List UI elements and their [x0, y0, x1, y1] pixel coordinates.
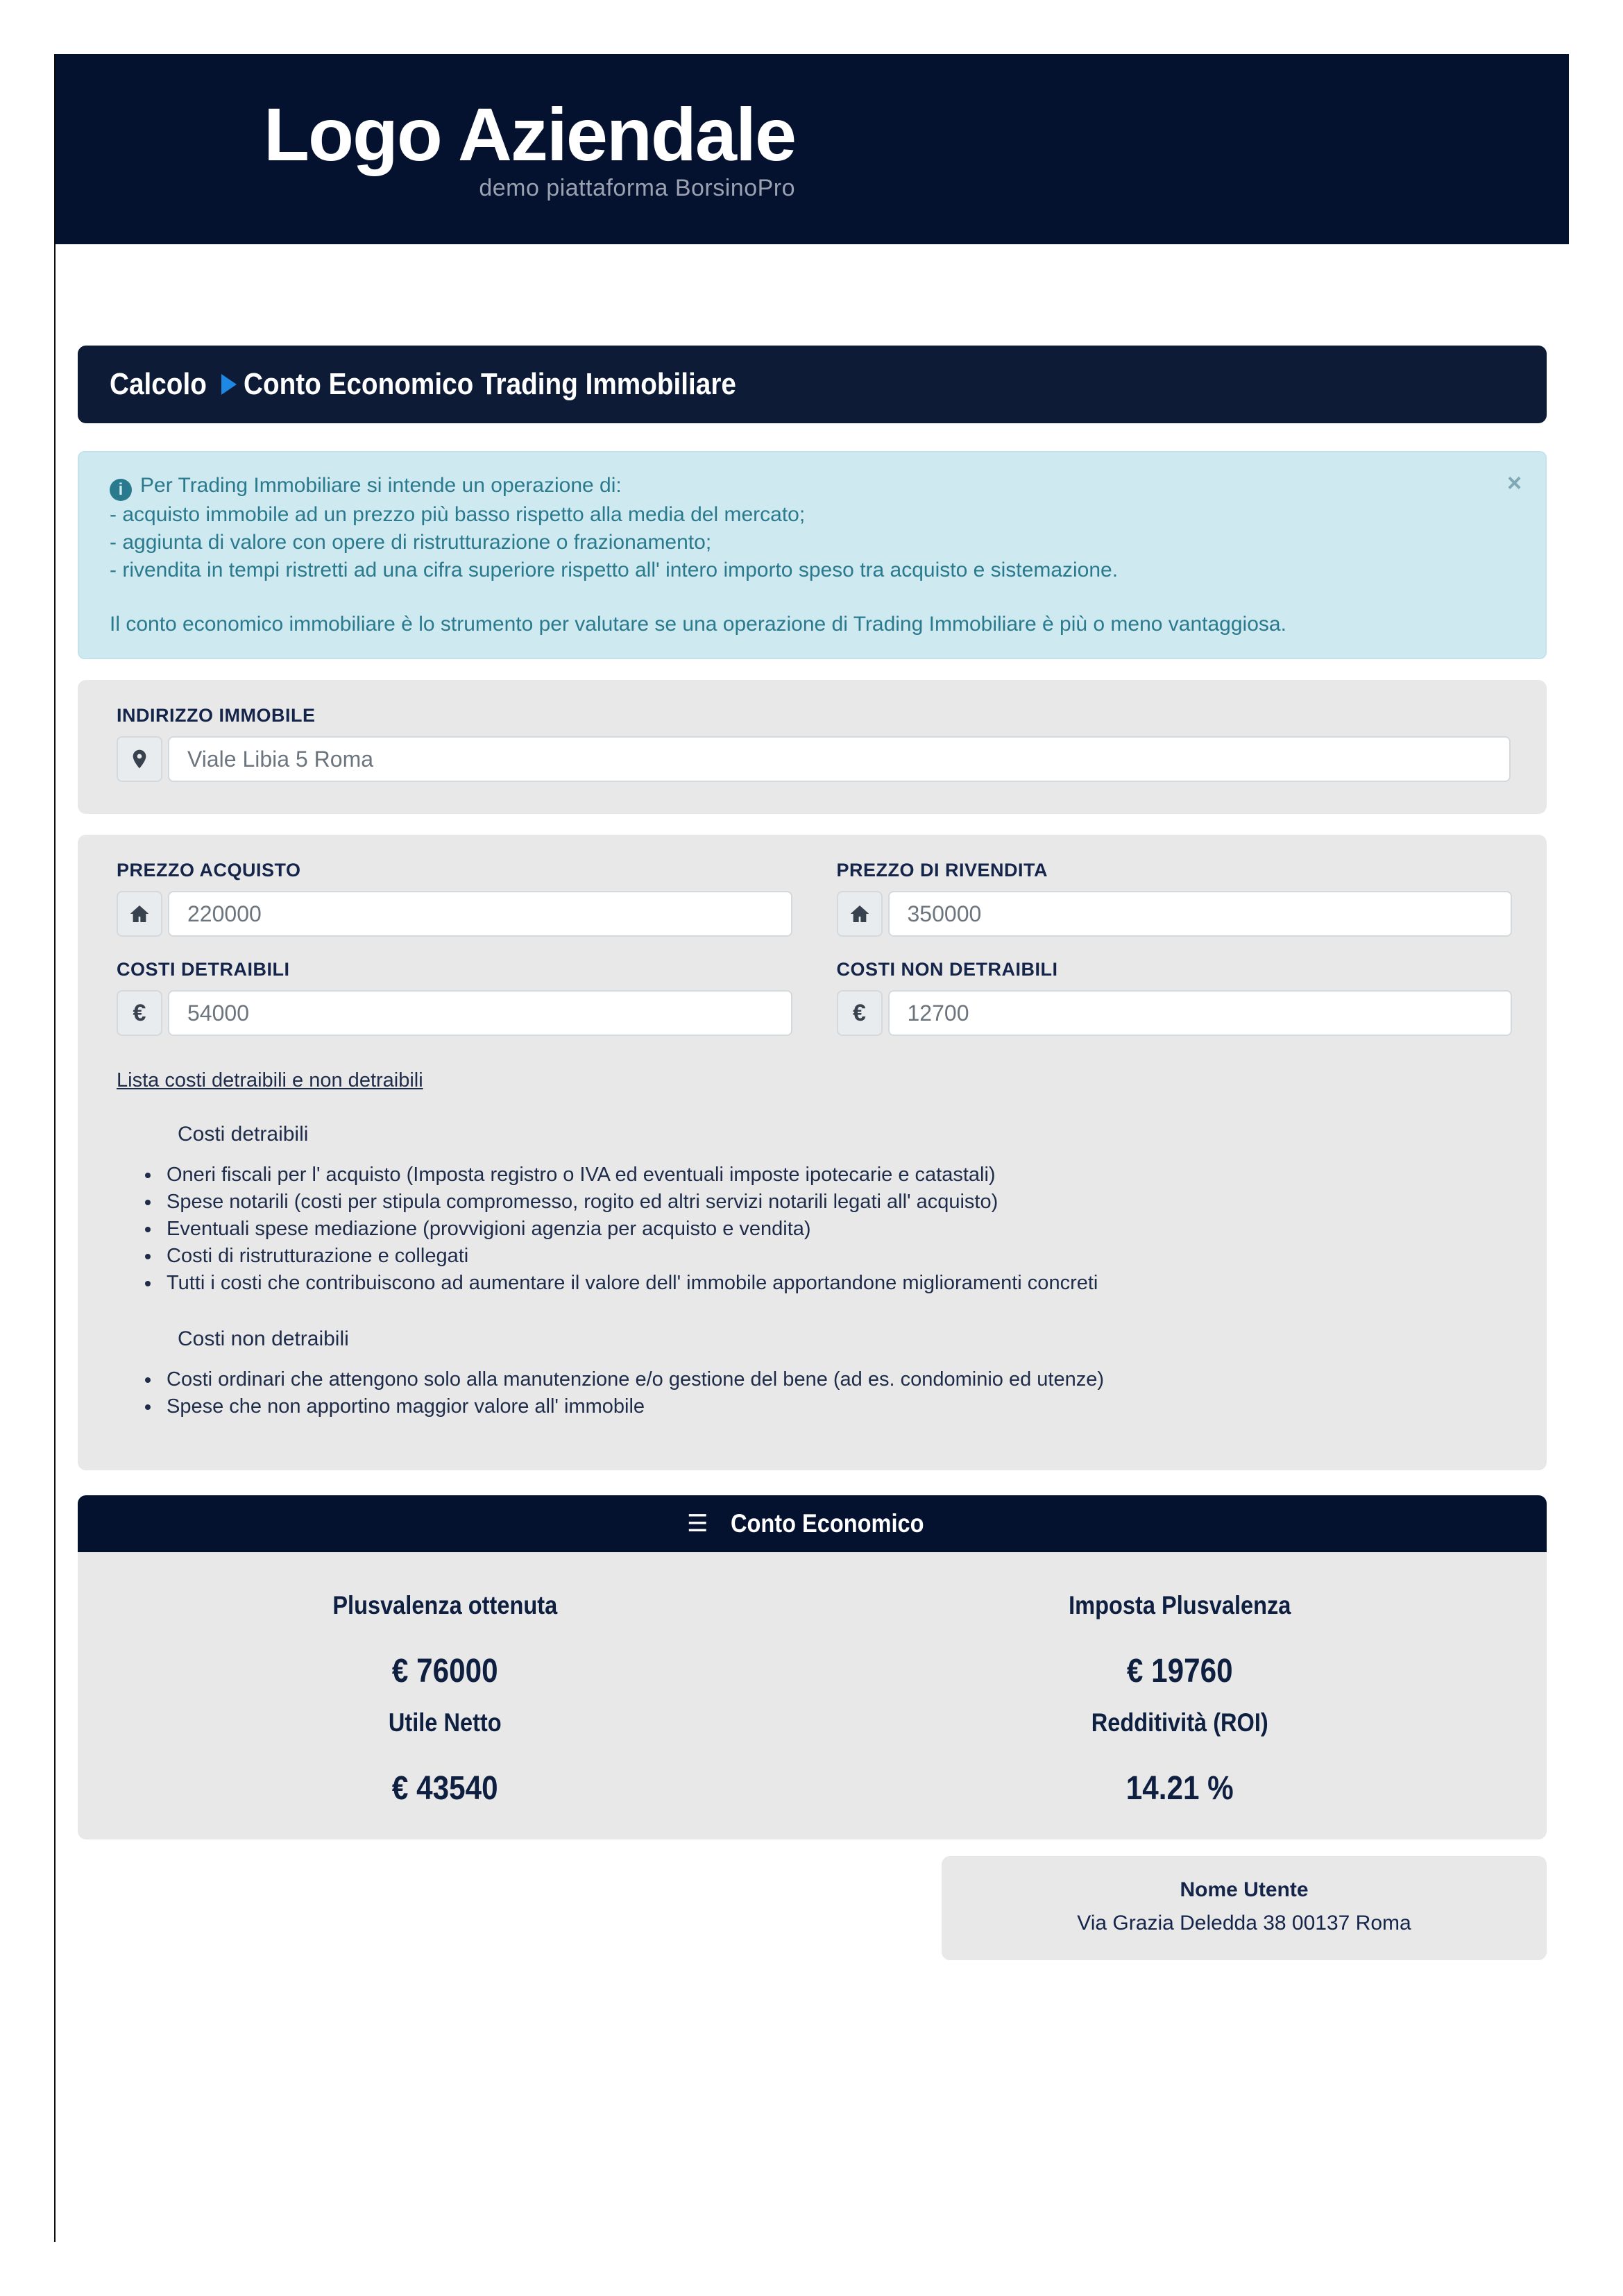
- info-alert: [78, 451, 1547, 659]
- company-logo: [264, 92, 796, 202]
- result-value-imposta: € 19760: [1126, 1653, 1233, 1690]
- breadcrumb-item-calcolo[interactable]: Calcolo: [110, 367, 207, 401]
- address-input[interactable]: [168, 736, 1511, 782]
- chevron-right-icon: [221, 374, 237, 395]
- list-item: • Eventuali spese mediazione (provvigioni agenzia per acquisto e vendita): [161, 1216, 1512, 1243]
- result-label-imposta: Imposta Plusvalenza: [1068, 1591, 1291, 1619]
- field-costi-detraibili: [117, 959, 792, 1036]
- close-icon[interactable]: ×: [1506, 468, 1522, 497]
- deductible-costs-list: [117, 1162, 1512, 1297]
- list-item: • Costi di ristrutturazione e collegati: [161, 1243, 1512, 1270]
- result-value-utile-netto: € 43540: [391, 1770, 498, 1807]
- euro-icon: €: [837, 990, 883, 1036]
- prezzo-rivendita-input[interactable]: [888, 891, 1513, 937]
- list-item: • Costi ordinari che attengono solo alla manutenzione e/o gestione del bene (ad es. condominio ed utenze): [161, 1366, 1512, 1393]
- result-label-utile-netto: Utile Netto: [388, 1708, 502, 1737]
- logo-title: Logo Aziendale: [264, 92, 796, 176]
- costi-non-detraibili-input[interactable]: [888, 990, 1513, 1036]
- costi-detraibili-label: COSTI DETRAIBILI: [117, 959, 290, 980]
- costi-non-detraibili-label: COSTI NON DETRAIBILI: [836, 959, 1058, 980]
- alert-intro-text: Per Trading Immobiliare si intende un operazione di:: [140, 474, 622, 497]
- result-label-roi: Redditività (ROI): [1091, 1708, 1268, 1737]
- prices-section: [78, 835, 1547, 1470]
- list-item: • Spese che non apportino maggior valore all' immobile: [161, 1393, 1512, 1420]
- home-icon: [117, 891, 162, 937]
- conto-economico-body: [78, 1552, 1547, 1839]
- logo-subtitle: demo piattaforma BorsinoPro: [479, 174, 796, 201]
- result-value-roi: 14.21 %: [1125, 1770, 1234, 1807]
- prezzo-acquisto-input[interactable]: [168, 891, 792, 937]
- alert-line: - aggiunta di valore con opere di ristrutturazione o frazionamento;: [110, 531, 712, 554]
- page-container: [54, 54, 1569, 2242]
- info-icon: i: [110, 479, 132, 501]
- alert-line: - acquisto immobile ad un prezzo più basso rispetto alla media del mercato;: [110, 503, 806, 526]
- conto-economico-card: [78, 1495, 1547, 1839]
- euro-icon: €: [117, 990, 162, 1036]
- conto-economico-title: Conto Economico: [731, 1509, 925, 1538]
- map-pin-icon: [117, 736, 162, 782]
- non-deductible-costs-title: Costi non detraibili: [178, 1327, 349, 1350]
- prezzo-rivendita-label: PREZZO DI RIVENDITA: [836, 860, 1048, 881]
- prezzo-acquisto-label: PREZZO ACQUISTO: [117, 860, 301, 881]
- user-address: Via Grazia Deledda 38 00137 Roma: [1077, 1912, 1411, 1934]
- user-name: Nome Utente: [1180, 1878, 1309, 1901]
- breadcrumb: [78, 346, 1547, 423]
- app-header: [56, 54, 1569, 244]
- alert-footer-text: Il conto economico immobiliare è lo strumento per valutare se una operazione di Trading Immobiliare è più o meno vantaggiosa.: [110, 613, 1286, 636]
- list-item: • Spese notarili (costi per stipula compromesso, rogito ed altri servizi notarili legati all' acquisto): [161, 1189, 1512, 1216]
- costs-list-link[interactable]: Lista costi detraibili e non detraibili: [117, 1069, 423, 1091]
- field-prezzo-rivendita: [837, 860, 1513, 937]
- home-icon: [837, 891, 883, 937]
- list-item: • Oneri fiscali per l' acquisto (Imposta registro o IVA ed eventuali imposte ipotecarie e catastali): [161, 1162, 1512, 1189]
- user-info-box: [942, 1856, 1547, 1960]
- field-costi-non-detraibili: [837, 959, 1513, 1036]
- list-item: • Tutti i costi che contribuiscono ad aumentare il valore dell' immobile apportandone miglioramenti concreti: [161, 1270, 1512, 1297]
- address-input-group: [117, 736, 1511, 782]
- non-deductible-costs-list: [117, 1366, 1512, 1420]
- result-value-plusvalenza: € 76000: [391, 1653, 498, 1690]
- list-icon: ☰: [686, 1511, 708, 1537]
- alert-line: - rivendita in tempi ristretti ad una cifra superiore rispetto all' intero importo speso tra acquisto e sistemazione.: [110, 559, 1119, 581]
- costi-detraibili-input[interactable]: [168, 990, 792, 1036]
- result-label-plusvalenza: Plusvalenza ottenuta: [332, 1591, 558, 1619]
- alert-intro-line: [110, 472, 1462, 501]
- address-label: INDIRIZZO IMMOBILE: [117, 705, 316, 726]
- breadcrumb-item-page: Conto Economico Trading Immobiliare: [243, 367, 736, 401]
- address-section: [78, 680, 1547, 814]
- conto-economico-header: [78, 1495, 1547, 1552]
- deductible-costs-title: Costi detraibili: [178, 1123, 309, 1146]
- field-prezzo-acquisto: [117, 860, 792, 937]
